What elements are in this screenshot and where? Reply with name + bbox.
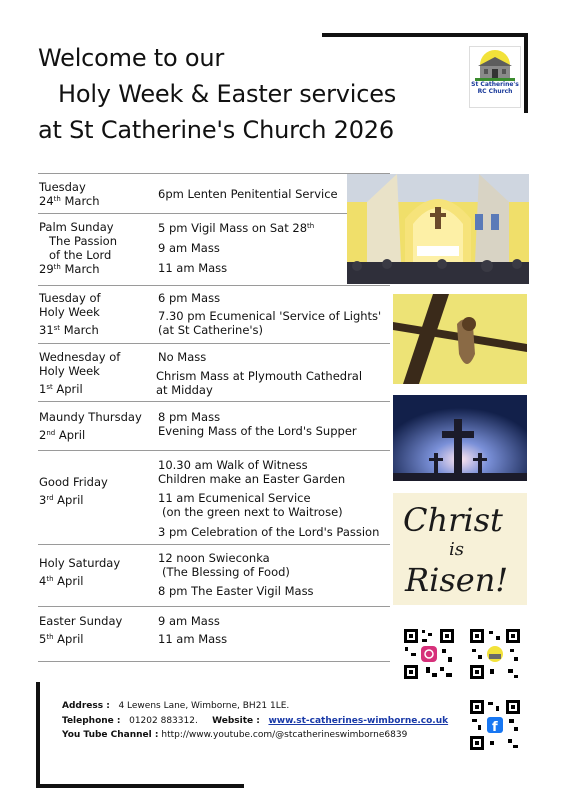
instagram-icon (421, 646, 437, 662)
title-line-1: Welcome to our (38, 44, 225, 72)
row-event: 5 pm Vigil Mass on Sat 28th (158, 221, 315, 235)
row-event: Chrism Mass at Plymouth Cathedral (156, 369, 363, 383)
row-day-date: 5th April (39, 632, 84, 646)
address-label: Address : (62, 701, 110, 711)
frame-right-border (524, 33, 528, 113)
row-event: 11 am Mass (158, 261, 228, 275)
title-line-3: at St Catherine's Church 2026 (38, 116, 394, 144)
telephone-value: 01202 883312. (129, 715, 198, 726)
row-day-sub: Holy Week (39, 305, 100, 319)
row-event: 11 am Mass (158, 632, 228, 646)
website-label: Website : (212, 715, 260, 726)
row-event: 9 am Mass (158, 614, 220, 628)
contact-footer (62, 699, 448, 743)
address-value: 4 Lewens Lane, Wimborne, BH21 1LE. (118, 701, 290, 711)
row-event: 11 am Ecumenical Service (158, 491, 311, 505)
youtube-line (62, 728, 448, 743)
row-day-date: 31st March (39, 323, 99, 337)
christ-is-risen-image (393, 493, 527, 605)
row-event: at Midday (156, 383, 213, 397)
row-event: Children make an Easter Garden (158, 472, 346, 486)
row-day-date: 24th March (39, 194, 100, 208)
contact-line (62, 714, 448, 729)
row-event: No Mass (158, 350, 207, 364)
address-line (62, 699, 448, 714)
schedule-row-maundy-thursday (38, 401, 390, 451)
logo-text: St Catherine's RC Church (471, 81, 519, 95)
schedule-row-palm-sunday (38, 213, 390, 286)
row-day-name: Holy Saturday (39, 556, 121, 570)
frame-left-border (36, 682, 40, 788)
crucifix-image (393, 294, 527, 384)
svg-text:Christ: Christ (403, 501, 503, 539)
row-event: (at St Catherine's) (158, 323, 264, 337)
cross-sunrise-image (393, 395, 527, 481)
row-event: 10.30 am Walk of Witness (158, 458, 308, 472)
row-event: 12 noon Swieconka (158, 551, 270, 565)
row-event: 8 pm Mass (158, 410, 221, 424)
row-event: 6pm Lenten Penitential Service (158, 187, 338, 201)
website-qr-code[interactable] (468, 627, 522, 681)
schedule-row-good-friday (38, 450, 390, 545)
row-day-name: Good Friday (39, 475, 108, 489)
frame-bottom-border (36, 784, 244, 788)
page-title (38, 40, 468, 148)
schedule-row-holy-saturday (38, 544, 390, 607)
row-day-name: Easter Sunday (39, 614, 123, 628)
row-day-name: Maundy Thursday (39, 410, 142, 424)
row-day-date: 4th April (39, 574, 84, 588)
instagram-qr-code[interactable] (402, 627, 456, 681)
table-bottom-rule (38, 661, 390, 662)
row-day-date: 29th March (39, 262, 100, 276)
row-event: (The Blessing of Food) (162, 565, 290, 579)
telephone-label: Telephone : (62, 715, 121, 726)
row-day-name: Wednesday of (39, 350, 121, 364)
church-logo (469, 46, 521, 108)
youtube-link[interactable]: http://www.youtube.com/@stcatherineswimborne6839 (161, 730, 408, 740)
row-day-sub: The Passion (49, 234, 118, 248)
row-day-date: 1st April (39, 382, 83, 396)
row-event: 7.30 pm Ecumenical 'Service of Lights' (158, 309, 382, 323)
row-event: 3 pm Celebration of the Lord's Passion (158, 525, 380, 539)
frame-top-border (322, 33, 527, 37)
row-day-date: 3rd April (39, 493, 84, 507)
row-event: 9 am Mass (158, 241, 220, 255)
row-day-sub: of the Lord (49, 248, 112, 262)
row-event: Evening Mass of the Lord's Supper (158, 424, 357, 438)
row-event: 6 pm Mass (158, 291, 221, 305)
svg-text:is: is (449, 539, 464, 560)
row-day-sub: Holy Week (39, 364, 100, 378)
church-interior-image (347, 174, 529, 284)
row-day-name: Palm Sunday (39, 220, 114, 234)
row-day-date: 2nd April (39, 428, 86, 442)
schedule-row-tuesday (38, 173, 390, 214)
schedule-row-tuesday-holy-week (38, 285, 390, 344)
svg-text:f: f (492, 720, 498, 735)
schedule-row-easter-sunday (38, 606, 390, 662)
svg-text:Risen!: Risen! (405, 561, 509, 599)
row-event: 8 pm The Easter Vigil Mass (158, 584, 314, 598)
schedule-row-wednesday (38, 343, 390, 402)
youtube-label: You Tube Channel : (62, 730, 159, 740)
row-day-name: Tuesday of (39, 291, 101, 305)
website-link[interactable]: www.st-catherines-wimborne.co.uk (268, 715, 449, 726)
row-event: (on the green next to Waitrose) (162, 505, 343, 519)
row-day-name: Tuesday (39, 180, 86, 194)
facebook-qr-code[interactable] (468, 698, 522, 752)
title-line-2: Holy Week & Easter services (58, 80, 397, 108)
